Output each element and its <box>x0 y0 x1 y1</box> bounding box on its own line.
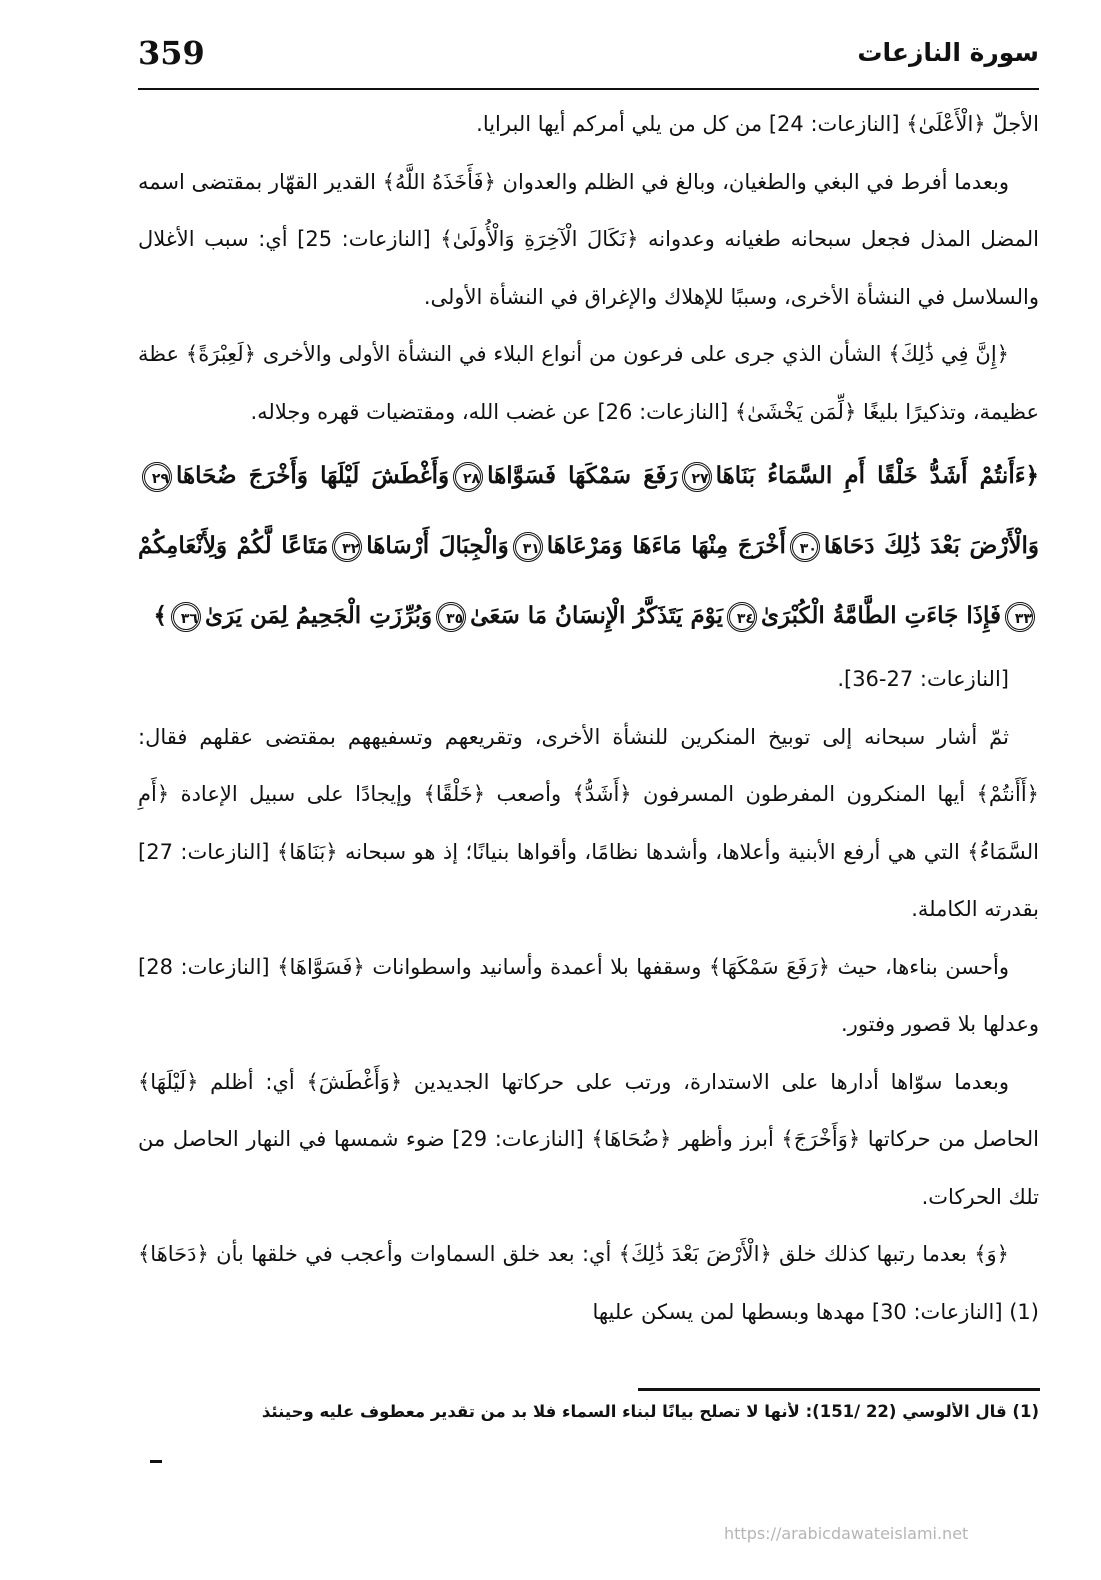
ayah-number-marker: ٣٦ <box>171 602 201 632</box>
verse-text: أَخْرَجَ مِنْهَا مَاءَهَا وَمَرْعَاهَا <box>546 532 786 559</box>
footnote-continuation-dash <box>150 1460 162 1463</box>
ayah-number-marker: ٣٥ <box>436 602 466 632</box>
ayah-number-marker: ٢٩ <box>142 462 172 492</box>
paragraph: ﴿إِنَّ فِي ذَٰلِكَ﴾ الشأن الذي جرى على فرعون من أنواع البلاء في النشأة الأولى والأخرى ﴿لَعِبْرَةً﴾ عظة عظيمة، وتذكيرًا بليغًا ﴿لِّمَن يَخْشَىٰ﴾ [النازعات: 26] عن غضب الله، ومقتضيات قهره وجلاله. <box>138 342 1039 424</box>
surah-title: سورة النازعات <box>857 38 1039 67</box>
verse-text: مَتَاعًا لَّكُمْ وَلِأَنْعَامِكُمْ <box>138 532 329 559</box>
page-number: 359 <box>138 34 205 72</box>
verse-text: وَالْجِبَالَ أَرْسَاهَا <box>366 532 509 559</box>
paragraph: ﴿وَ﴾ بعدما رتبها كذلك خلق ﴿الْأَرْضَ بَعْدَ ذَٰلِكَ﴾ أي: بعد خلق السماوات وأعجب في خلقها بأن ﴿دَحَاهَا﴾(1) [النازعات: 30] مهدها وبسطها لمن يسكن عليها <box>138 1242 1039 1324</box>
ayah-number-marker: ٣١ <box>513 532 543 562</box>
ayah-number-marker: ٣٢ <box>332 532 362 562</box>
ayah-number-marker: ٣٠ <box>790 532 820 562</box>
ayah-number-marker: ٢٨ <box>453 462 483 492</box>
verse-text: وَأَغْطَشَ لَيْلَهَا وَأَخْرَجَ ضُحَاهَا <box>176 462 450 489</box>
paragraph: وبعدما أفرط في البغي والطغيان، وبالغ في الظلم والعدوان ﴿فَأَخَذَهُ اللَّهُ﴾ القدير القهّار بمقتضى اسمه المضل المذل فجعل سبحانه طغيانه وعدوانه ﴿نَكَالَ الْآخِرَةِ وَالْأُولَىٰ﴾ [النازعات: 25] أي: سبب الأغلال والسلاسل في النشأة الأخرى، وسببًا للإهلاك والإغراق في النشأة الأولى. <box>138 169 1039 309</box>
ayah-number-marker: ٢٧ <box>682 462 712 492</box>
paragraph: وأحسن بناءها، حيث ﴿رَفَعَ سَمْكَهَا﴾ وسقفها بلا أعمدة وأسانيد واسطوانات ﴿فَسَوَّاهَا﴾ [النازعات: 28] وعدلها بلا قصور وفتور. <box>138 954 1039 1036</box>
verse-reference: [النازعات: 27-36]. <box>837 667 1009 691</box>
page-header <box>138 34 1039 84</box>
main-text <box>138 96 1039 1341</box>
paragraph: وبعدما سوّاها أدارها على الاستدارة، ورتب على حركاتها الجديدين ﴿وَأَغْطَشَ﴾ أي: أظلم ﴿لَيْلَهَا﴾ الحاصل من حركاتها ﴿وَأَخْرَجَ﴾ أبرز وأظهر ﴿ضُحَاهَا﴾ [النازعات: 29] ضوء شمسها في النهار الحاصل من تلك الحركات. <box>138 1069 1039 1209</box>
verse-text: وَالْأَرْضَ بَعْدَ ذَٰلِكَ دَحَاهَا <box>823 532 1039 559</box>
quran-verses-block <box>138 441 1039 651</box>
ayah-number-marker: ٣٣ <box>1005 602 1035 632</box>
verse-text: رَفَعَ سَمْكَهَا فَسَوَّاهَا <box>487 462 678 489</box>
footnote: (1) قال الألوسي (22 /151): لأنها لا تصلح بيانًا لبناء السماء فلا بد من تقدير معطوف عليه وحينئذ <box>261 1402 1039 1421</box>
verse-text: ﴿ءَأَنتُمْ أَشَدُّ خَلْقًا أَمِ السَّمَاءُ بَنَاهَا <box>715 462 1039 489</box>
verse-text: فَإِذَا جَاءَتِ الطَّامَّةُ الْكُبْرَىٰ <box>760 602 1001 629</box>
verse-text: يَوْمَ يَتَذَكَّرُ الْإِنسَانُ مَا سَعَىٰ <box>470 602 723 629</box>
header-rule <box>138 88 1039 90</box>
ayah-number-marker: ٣٤ <box>727 602 757 632</box>
paragraph: ثمّ أشار سبحانه إلى توبيخ المنكرين للنشأة الأخرى، وتقريعهم وتسفيههم بمقتضى عقلهم فقال: ﴿أَأَنتُمْ﴾ أيها المنكرون المفرطون المسرفون ﴿أَشَدُّ﴾ وأصعب ﴿خَلْقًا﴾ وإيجادًا على سبيل الإعادة ﴿أَمِ السَّمَاءُ﴾ التي هي أرفع الأبنية وأعلاها، وأشدها نظامًا، وأقواها بنيانًا؛ إذ هو سبحانه ﴿بَنَاهَا﴾ [النازعات: 27] بقدرته الكاملة. <box>138 724 1039 921</box>
watermark-url: https://arabicdawateislami.net <box>724 1524 969 1543</box>
paragraph: الأجلّ ﴿الْأَعْلَىٰ﴾ [النازعات: 24] من كل من يلي أمركم أيها البرايا. <box>476 112 1039 136</box>
verse-text: وَبُرِّزَتِ الْجَحِيمُ لِمَن يَرَىٰ <box>204 602 433 629</box>
verse-close-bracket: ﴾ <box>153 602 167 629</box>
footnote-rule <box>638 1388 1040 1391</box>
